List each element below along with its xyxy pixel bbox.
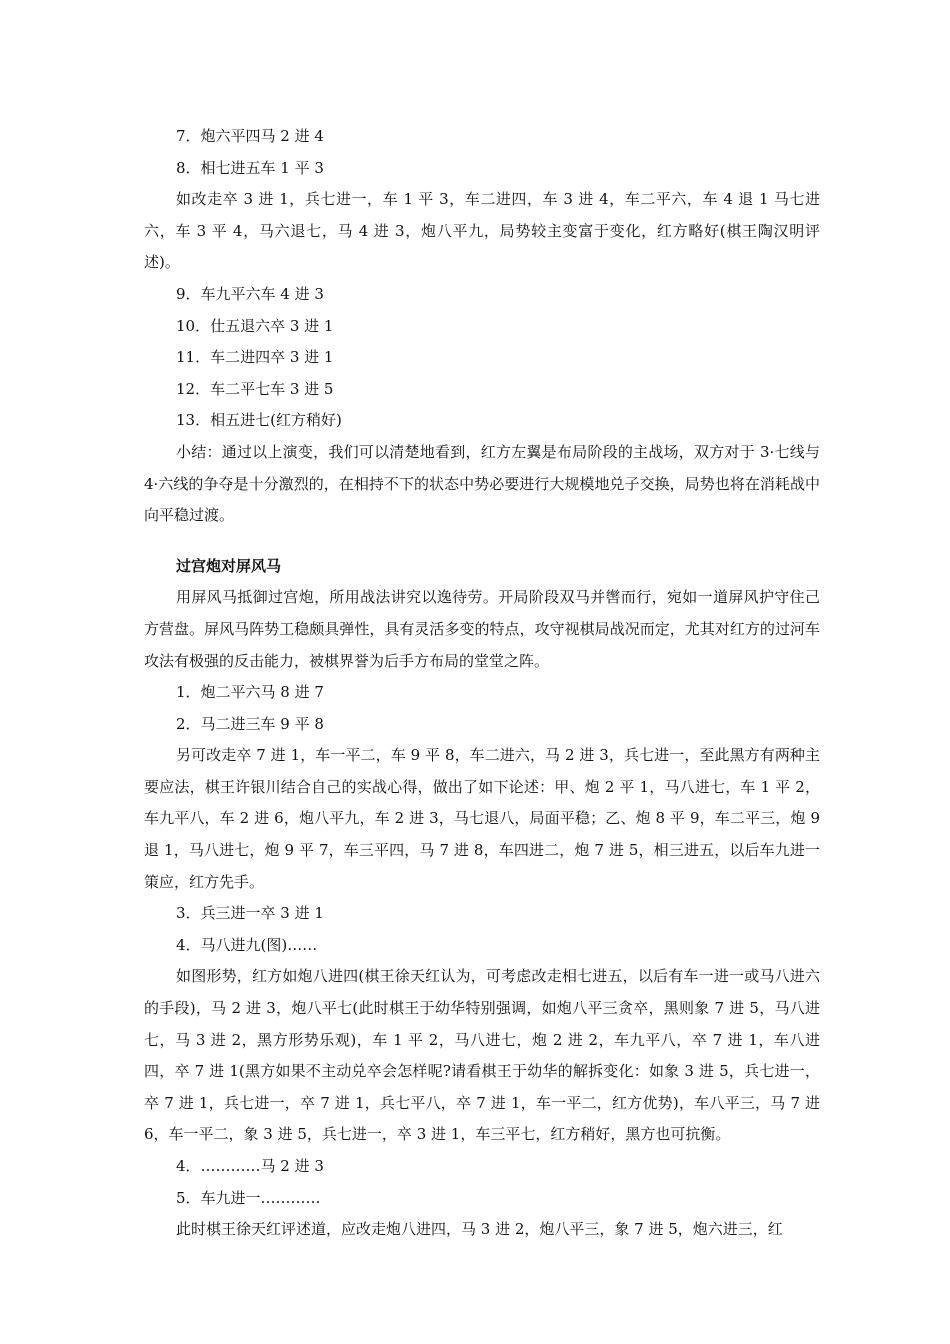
variation-note: 如图形势，红方如炮八进四(棋王徐天红认为，可考虑改走相七进五，以后有车一进一或马八进六的手段)，马 2 进 3，炮八平七(此时棋王于幼华特别强调，如炮八平三贪卒，黑则象 7 进 5，马八进七，马 3 进 2，黑方形势乐观)，车 1 平 2，马八进七，炮 2 进 2，车九平八，卒 7 进 1，车八进四，卒 7 进 1(黑方如果不主动兑卒会怎样呢?请看棋王于幼华的解拆变化：如象 3 进 5，兵七进一，卒 7 进 1，兵七进一，卒 7 进 1，兵七平八，卒 7 进 1，车一平二，红方优势)，车八平三，马 7 进 6，车一平二，象 3 进 5，兵七进一，卒 3 进 1，车三平七，红方稍好，黑方也可抗衡。 <box>144 967 820 1144</box>
move-line: 4．马八进九(图)…… <box>176 935 318 954</box>
move-line: 2．马二进三车 9 平 8 <box>176 714 324 733</box>
intro-paragraph: 用屏风马抵御过宫炮，所用战法讲究以逸待劳。开局阶段双马并辔而行，宛如一道屏风护守住己方营盘。屏风马阵势工稳颇具弹性，具有灵活多变的特点，攻守视棋局战况而定，尤其对红方的过河车攻法有极强的反击能力，被棋界誉为后手方布局的堂堂之阵。 <box>144 588 820 670</box>
summary-paragraph: 小结：通过以上演变，我们可以清楚地看到，红方左翼是布局阶段的主战场，双方对于 3·七线与 4·六线的争夺是十分激烈的，在相持不下的状态中势必要进行大规模地兑子交换，局势也将在消耗战中向平稳过渡。 <box>144 442 820 525</box>
variation-note: 另可改走卒 7 进 1，车一平二，车 9 平 8，车二进六，马 2 进 3，兵七进一，至此黑方有两种主要应法，棋王许银川结合自己的实战心得，做出了如下论述：甲、炮 2 平 1，马八进七，车 1 平 2，车九平八，车 2 进 6，炮八平九，车 2 进 3，马七退八，局面平稳；乙、炮 8 平 9，车二平三，炮 9 退 1，马八进七，炮 9 平 7，车三平四，马 7 进 8，车四进二，炮 7 进 5，相三进五，以后车九进一策应，红方先手。 <box>144 746 820 891</box>
variation-note: 此时棋王徐天红评述道，应改走炮八进四，马 3 进 2，炮八平三，象 7 进 5，炮六进三，红 <box>176 1220 783 1239</box>
move-line: 10．仕五退六卒 3 进 1 <box>176 316 334 335</box>
document-body <box>144 121 820 1246</box>
move-line: 5．车九进一………… <box>176 1188 321 1207</box>
move-line: 11．车二进四卒 3 进 1 <box>176 348 334 367</box>
move-line: 12．车二平七车 3 进 5 <box>176 379 334 398</box>
move-line: 7．炮六平四马 2 进 4 <box>176 127 324 145</box>
move-line: 3．兵三进一卒 3 进 1 <box>176 904 324 923</box>
variation-note: 如改走卒 3 进 1，兵七进一，车 1 平 3，车二进四，车 3 进 4，车二平六，车 4 退 1 马七进六，车 3 平 4，马六退七，马 4 进 3，炮八平九，局势较主变富于变化，红方略好(棋王陶汉明评述)。 <box>144 190 820 272</box>
move-line: 13．相五进七(红方稍好) <box>176 411 342 430</box>
move-line: 9．车九平六车 4 进 3 <box>176 284 324 303</box>
move-line: 4．…………马 2 进 3 <box>176 1157 324 1175</box>
section-heading: 过宫炮对屏风马 <box>176 556 282 575</box>
move-line: 1．炮二平六马 8 进 7 <box>176 683 324 702</box>
move-line: 8．相七进五车 1 平 3 <box>176 158 324 177</box>
